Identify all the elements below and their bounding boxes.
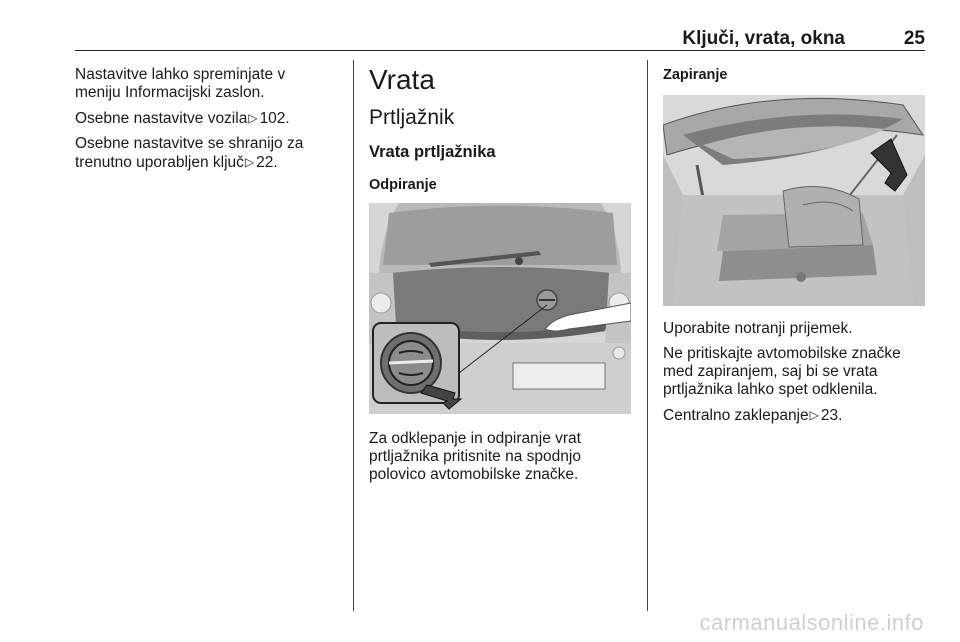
subsection-heading: Prtljažnik — [369, 106, 455, 129]
tailgate-opening-illustration — [369, 203, 631, 414]
paragraph: Uporabite notranji prijemek. — [663, 320, 853, 337]
page-number: 25 — [903, 28, 925, 49]
paragraph-text: Osebne nastavitve vozila — [75, 110, 248, 127]
paragraph: Ne pritiskajte avtomobilske značke med zapiranjem, saj bi se vrata prtljažnika lahko spet odklenila. — [663, 345, 901, 398]
paragraph-text: Centralno zaklepanje — [663, 407, 809, 424]
procedure-heading: Odpiranje — [369, 177, 437, 193]
reference-arrow-icon: ▷ — [809, 408, 819, 422]
paragraph — [75, 135, 335, 172]
paragraph: Nastavitve lahko spreminjate v meniju Informacijski zaslon. — [75, 66, 286, 101]
paragraph-text: Osebne nastavitve se shranijo za trenutno uporabljen ključ — [75, 135, 304, 171]
column-divider-1 — [353, 60, 354, 611]
page-reference[interactable]: 23. — [820, 407, 843, 424]
watermark: carmanualsonline.info — [699, 610, 924, 635]
topic-heading: Vrata prtljažnika — [369, 143, 496, 161]
reference-arrow-icon: ▷ — [244, 155, 255, 169]
column-2-caption — [369, 430, 634, 491]
page-reference[interactable]: 102. — [259, 110, 290, 127]
paragraph — [663, 406, 925, 425]
header-rule — [75, 50, 925, 51]
section-heading: Vrata — [369, 64, 435, 95]
page-reference[interactable]: 22. — [256, 154, 278, 171]
tailgate-closing-illustration — [663, 95, 925, 306]
tailgate-closing-drawing — [663, 95, 925, 306]
column-divider-2 — [647, 60, 648, 611]
page-header — [75, 24, 925, 50]
column-3 — [663, 66, 925, 84]
header-title: Ključi, vrata, okna — [682, 28, 845, 49]
tailgate-opening-drawing — [369, 203, 631, 414]
paragraph — [75, 109, 335, 128]
procedure-heading: Zapiranje — [663, 67, 728, 83]
column-3-text — [663, 320, 925, 432]
column-1 — [75, 66, 335, 179]
reference-arrow-icon: ▷ — [248, 111, 258, 125]
figure-caption: Za odklepanje in odpiranje vrat prtljažnika pritisnite na spodnjo polovico avtomobilske značke. — [369, 430, 581, 483]
column-2 — [369, 64, 634, 194]
